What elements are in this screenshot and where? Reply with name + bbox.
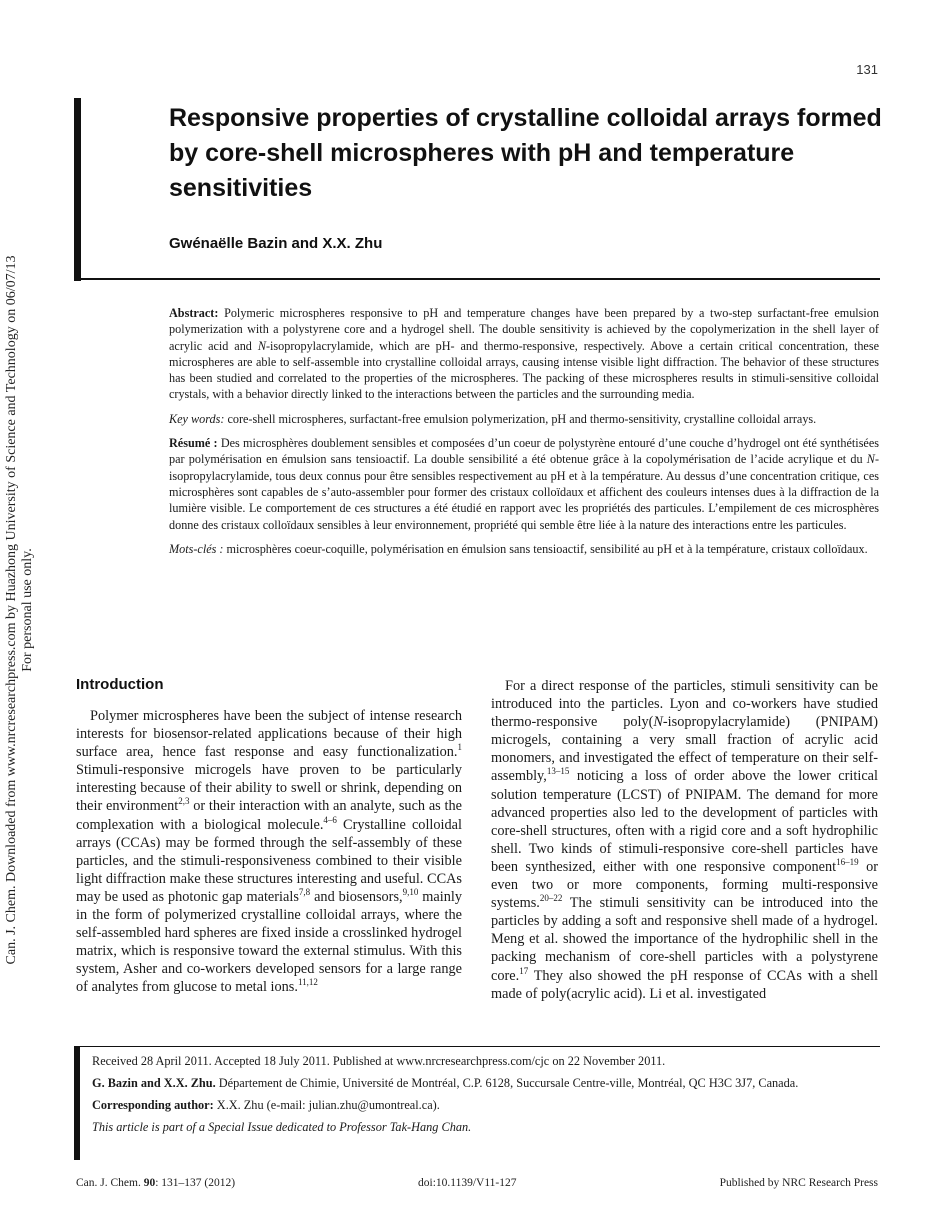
citation-ref: 13–15 <box>546 766 570 777</box>
intro-left-text-4: Crystalline colloidal arrays (CCAs) may be formed through the self-assembly of these particles, and the stimuli-responsiveness combined to their visible light diffraction make these structures interesting and useful. CCAs may be used as photonic gap materials <box>76 816 462 905</box>
introduction-heading: Introduction <box>76 676 164 693</box>
intro-right-italic: N <box>653 714 663 731</box>
resume-text-rest: -isopropylacrylamide, tous deux connus pour être sensibles respectivement au pH et à la température. Au dessus d’une concentration critique, ces microsphères sont capables de s’auto-assembler pour former des cristaux colloïdaux et affichent des couleurs intenses dues à la diffraction de la lumière visible. Le comportement de ces structures a été étudié en rapport avec les propriétés des particules. L’empilement de ces microsphères donne des cristaux colloïdaux sensibles à leur environnement, propriété qui semble être liée à la nature des interactions entre les particules. <box>169 452 879 532</box>
keywords-label: Key words: <box>169 411 225 426</box>
intro-left-text-1: Polymer microspheres have been the subject of intense research interests for biosensor-related applications because of their high surface area, hence fast response and easy functionalization. <box>76 708 462 761</box>
intro-right-text-3: noticing a loss of order above the lower critical solution temperature (LCST) of PNIPAM. The demand for more advanced properties also led to the development of particles with core-shell structures, often with a rigid core and a soft hydrophilic shell. Two kinds of stimuli-responsive core-shell particles have been synthesized, either with one responsive component <box>491 768 878 875</box>
footer-journal: Can. J. Chem. <box>76 1177 141 1189</box>
mots-cles-label: Mots-clés : <box>169 541 224 556</box>
special-issue-note: This article is part of a Special Issue dedicated to Professor Tak-Hang Chan. <box>92 1120 472 1134</box>
abstract-text: Polymeric microspheres responsive to pH and temperature changes have been prepared by a two-step surfactant-free emulsion polymerization with a polystyrene core and a hydrogel shell. The double sensitivity is achieved by the copolymerization in the shell layer of acrylic acid and <box>169 306 880 353</box>
abstract-label: Abstract: <box>169 306 219 320</box>
citation-ref: 11,12 <box>297 977 318 988</box>
resume-text: Des microsphères doublement sensibles et composées d’un coeur de polystyrène entouré d’une couche d’hydrogel ont été synthétisées par polymérisation en émulsion sans tensioactif. La double sensibilité a été obtenue grâce à la copolymérisation de l’acide acrylique et du <box>169 436 879 467</box>
citation-ref: 16–19 <box>836 857 859 868</box>
footnotes-block <box>92 1053 878 1141</box>
abstract-text-italic: N <box>257 338 266 353</box>
citation-ref: 7,8 <box>298 887 311 898</box>
affiliation-text: Département de Chimie, Université de Montréal, C.P. 6128, Succursale Centre-ville, Montréal, QC H3C 3J7, Canada. <box>215 1076 799 1090</box>
citation-ref: 9,10 <box>402 887 419 898</box>
footer-volume: 90 <box>143 1177 156 1189</box>
resume-text-italic: N <box>866 452 875 467</box>
author-affiliation <box>92 1075 878 1091</box>
keywords-english <box>169 411 879 427</box>
footer-citation <box>76 1177 235 1189</box>
intro-right-text-4: or even two or more components, forming multi-responsive systems. <box>491 858 878 912</box>
footnote-accent-bar <box>74 1047 80 1160</box>
footer-pages: : 131–137 (2012) <box>155 1177 236 1189</box>
mots-cles-text: microsphères coeur-coquille, polymérisation en émulsion sans tensioactif, sensibilité au pH et à la température, cristaux colloïdaux. <box>226 541 868 556</box>
resume-label: Résumé : <box>169 436 218 451</box>
intro-left-text-5: and biosensors, <box>310 888 403 905</box>
abstract-text-rest: -isopropylacrylamide, which are pH- and thermo-responsive, respectively. Above a certain critical concentration, these microspheres are able to self-assemble into crystalline colloidal arrays, causing intense visible light diffraction. The behavior of these structures has been studied and correlated to the properties of the microspheres. The packing of these microspheres results in stimuli-sensitive colloidal crystals, with a behavior directly linked to the interactions between the particles and the surrounding media. <box>169 338 879 402</box>
intro-right-text-5: The stimuli sensitivity can be introduced into the particles by adding a soft and responsive shell made of a hydrogel. Meng et al. showed the importance of the hydrophilic shell in the packing mechanism of core-shell particles with a polystyrene core. <box>491 895 878 984</box>
watermark-line-2: For personal use only. <box>20 548 35 672</box>
footer-publisher: Published by NRC Research Press <box>719 1177 878 1189</box>
intro-left-text-3: or their interaction with an analyte, such as the complexation with a biological molecule. <box>76 798 462 833</box>
article-authors: Gwénaëlle Bazin and X.X. Zhu <box>169 235 383 252</box>
abstract-english <box>169 305 879 403</box>
abstract-french <box>169 435 879 533</box>
footnote-divider <box>74 1046 880 1047</box>
download-watermark <box>4 215 38 1005</box>
citation-ref: 4–6 <box>323 814 337 825</box>
footer-doi: doi:10.1139/V11-127 <box>418 1177 517 1189</box>
abstract-block <box>169 305 879 565</box>
citation-ref: 20–22 <box>539 893 563 904</box>
page-number: 131 <box>856 62 878 77</box>
intro-right-text-6: They also showed the pH response of CCAs with a shell made of poly(acrylic acid). Li et al. investigated <box>491 967 878 1002</box>
intro-left-text-2: Stimuli-responsive microgels have proven to be particularly interesting because of their ability to swell or shrink, depending on their environment <box>76 762 462 815</box>
corresponding-text: X.X. Zhu (e-mail: julian.zhu@umontreal.ca). <box>213 1098 440 1112</box>
corresponding-author <box>92 1097 878 1113</box>
introduction-right-column <box>491 677 878 1003</box>
citation-ref: 1 <box>457 742 462 753</box>
keywords-text: core-shell microspheres, surfactant-free emulsion polymerization, pH and thermo-sensitivity, crystalline colloidal arrays. <box>227 411 817 426</box>
citation-ref: 2,3 <box>178 796 190 807</box>
intro-left-text-6: mainly in the form of polymerized crystalline colloidal arrays, where the self-assembled hard spheres are fixed inside a crosslinked hydrogel matrix, which is responsive toward the external stimulus. With this system, Asher and co-workers developed sensors for a large range of analytes from glucose to metal ions. <box>76 888 462 996</box>
citation-ref: 17 <box>519 965 529 976</box>
intro-right-text-1: For a direct response of the particles, stimuli sensitivity can be introduced into the particles. Lyon and co-workers have studied thermo-responsive poly( <box>491 678 878 731</box>
received-dates: Received 28 April 2011. Accepted 18 July 2011. Published at www.nrcresearchpress.com/cjc on 22 November 2011. <box>92 1054 666 1068</box>
keywords-french <box>169 541 879 557</box>
corresponding-label: Corresponding author: <box>92 1098 214 1112</box>
affiliation-names: G. Bazin and X.X. Zhu. <box>92 1076 216 1090</box>
watermark-line-1: Can. J. Chem. Downloaded from www.nrcresearchpress.com by Huazhong University of Science and Technology on 06/07/13 <box>4 255 19 965</box>
introduction-left-column <box>76 707 462 997</box>
title-divider <box>74 278 880 280</box>
title-accent-bar <box>74 98 81 281</box>
article-title: Responsive properties of crystalline colloidal arrays formed by core-shell microspheres with pH and temperature sensitivities <box>169 104 882 202</box>
intro-right-text-2: -isopropylacrylamide) (PNIPAM) microgels, containing a very small fraction of acrylic acid monomers, and investigated the effect of temperature on their self-assembly, <box>491 714 878 785</box>
